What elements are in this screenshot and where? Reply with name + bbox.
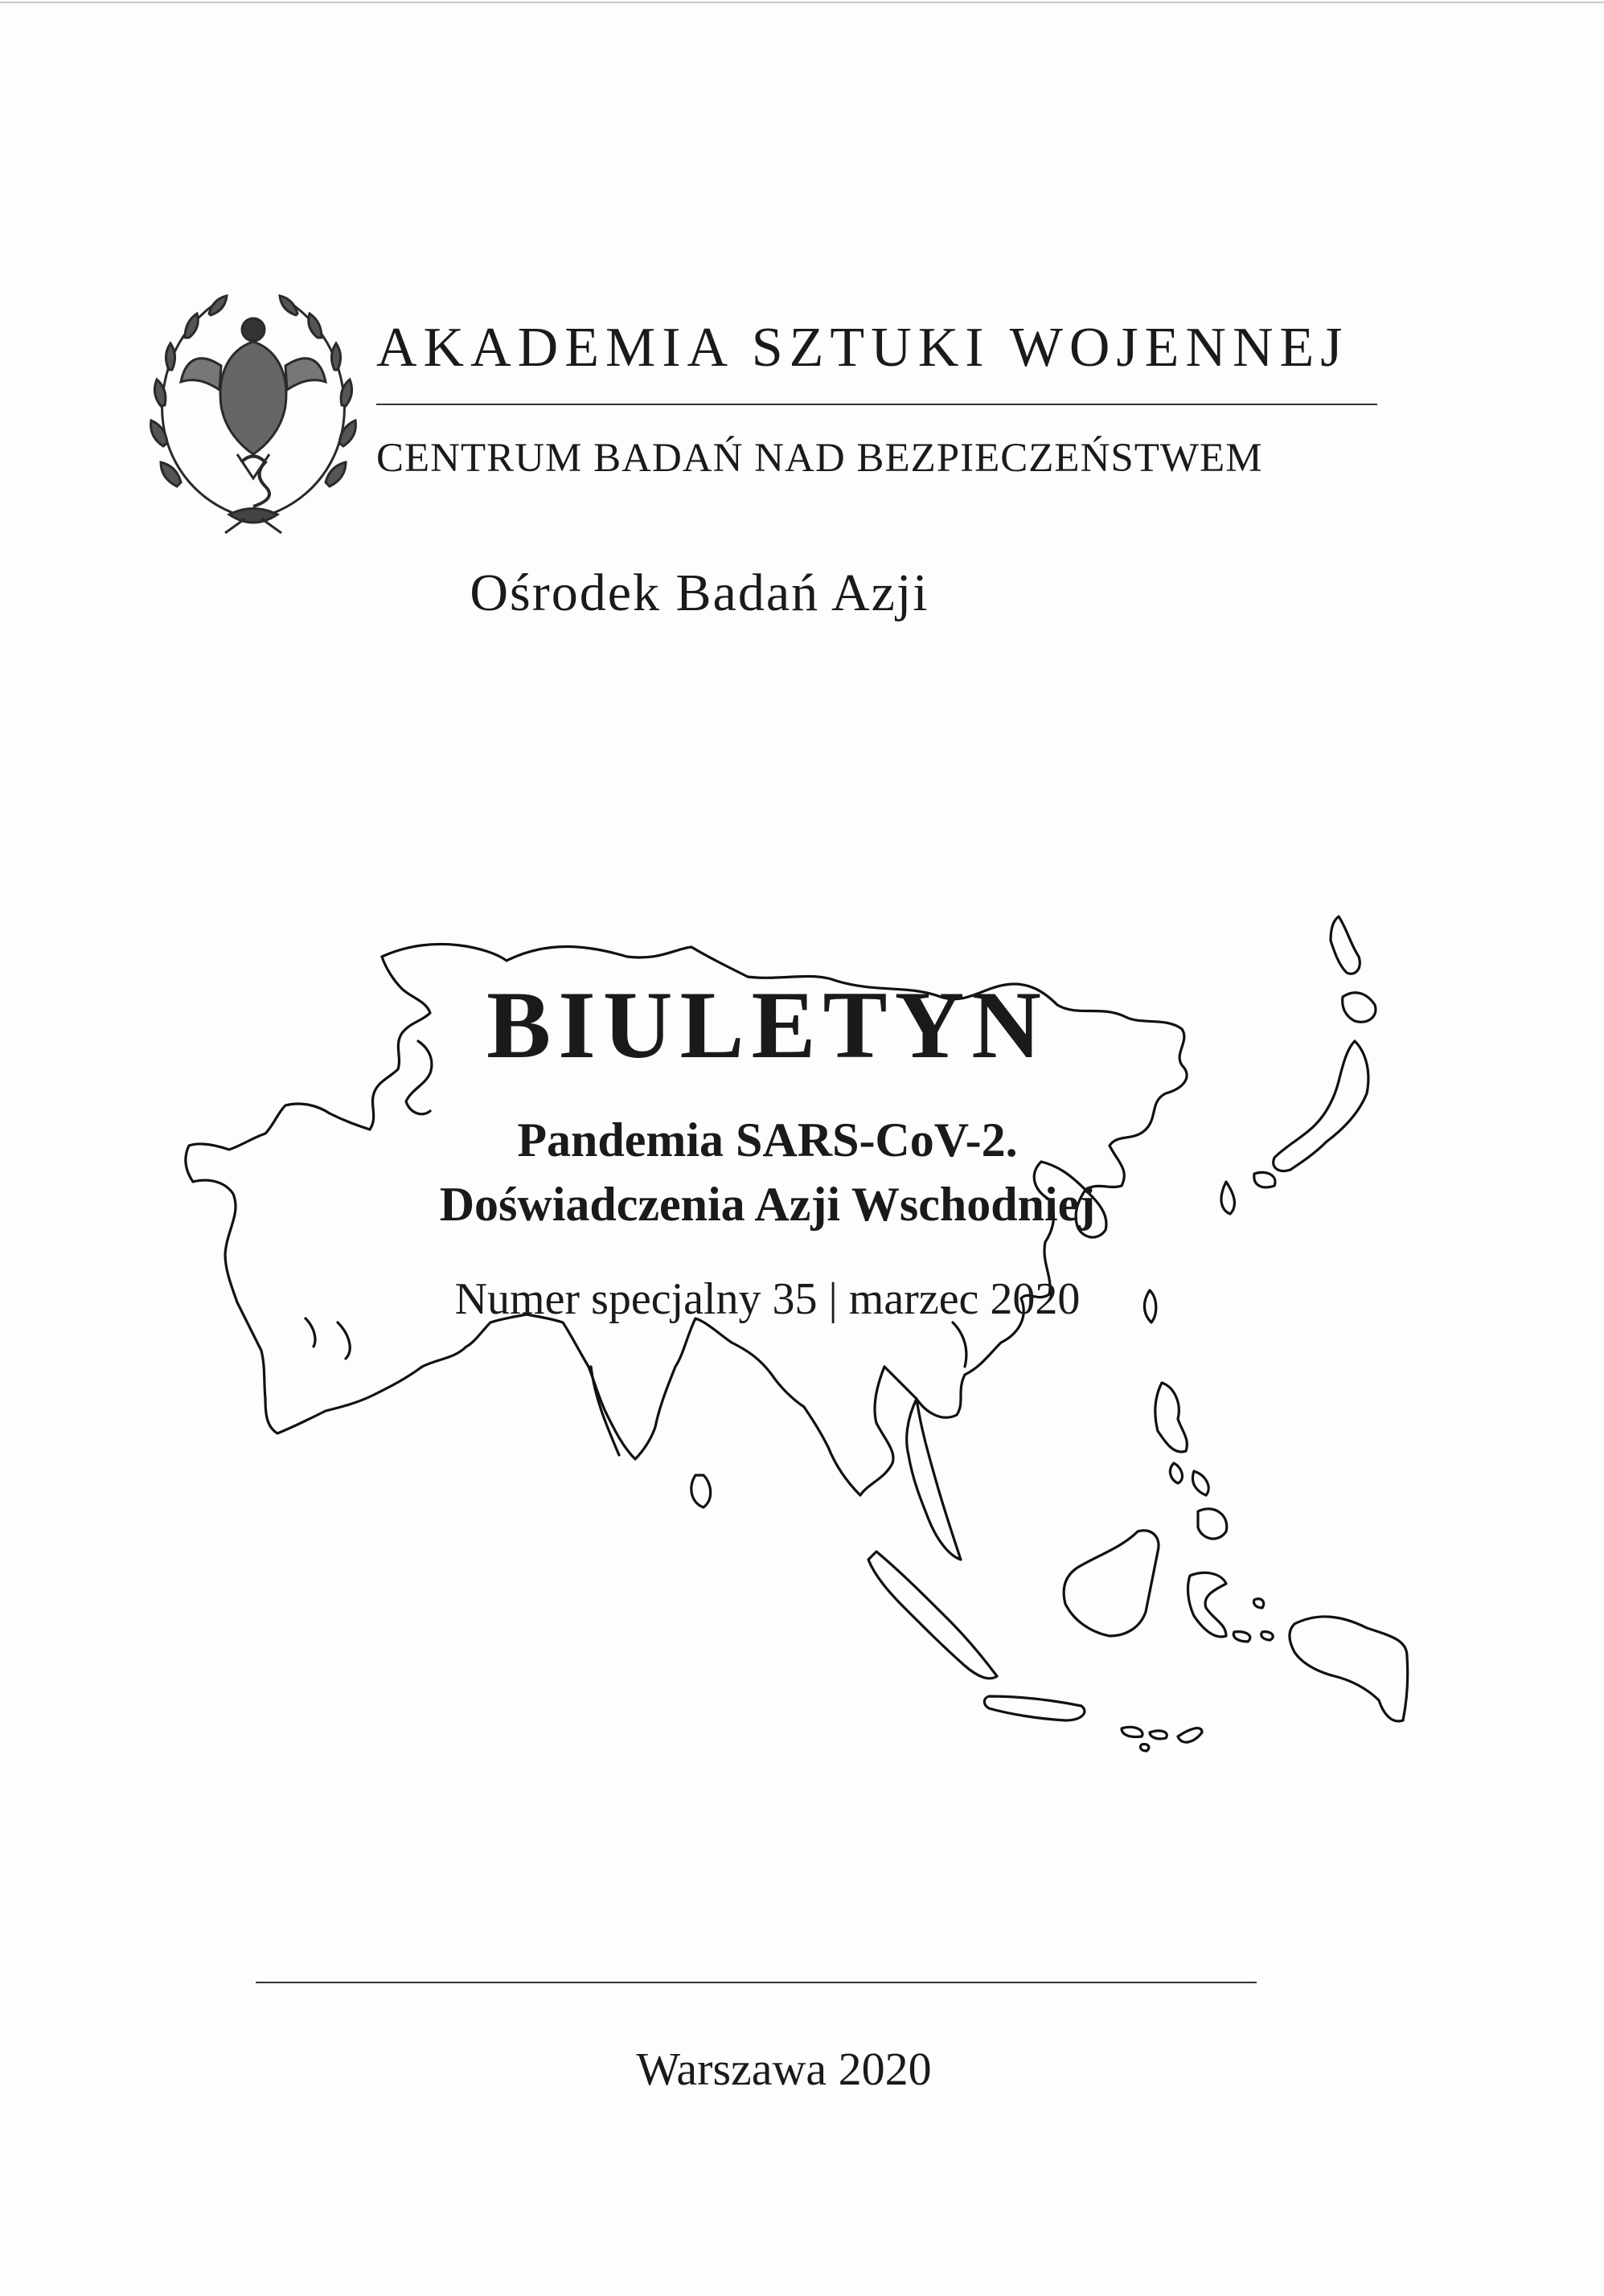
center-name: CENTRUM BADAŃ NAD BEZPIECZEŃSTWEM (376, 436, 1263, 481)
institution-name: AKADEMIA SZTUKI WOJENNEJ (376, 317, 1349, 379)
document-type-title: BIULETYN (486, 971, 1048, 1078)
footer-divider (256, 1982, 1257, 1983)
issue-info: Numer specjalny 35 | marzec 2020 (454, 1274, 1081, 1324)
top-border-line (0, 2, 1604, 3)
subtitle-line-2: Doświadczenia Azji Wschodniej (439, 1178, 1096, 1231)
subtitle-line-1: Pandemia SARS-CoV-2. (517, 1113, 1018, 1166)
place-and-year: Warszawa 2020 (636, 2043, 932, 2095)
eagle-wreath-emblem-icon (149, 285, 358, 535)
header-divider (376, 404, 1377, 405)
unit-name: Ośrodek Badań Azji (470, 564, 929, 622)
